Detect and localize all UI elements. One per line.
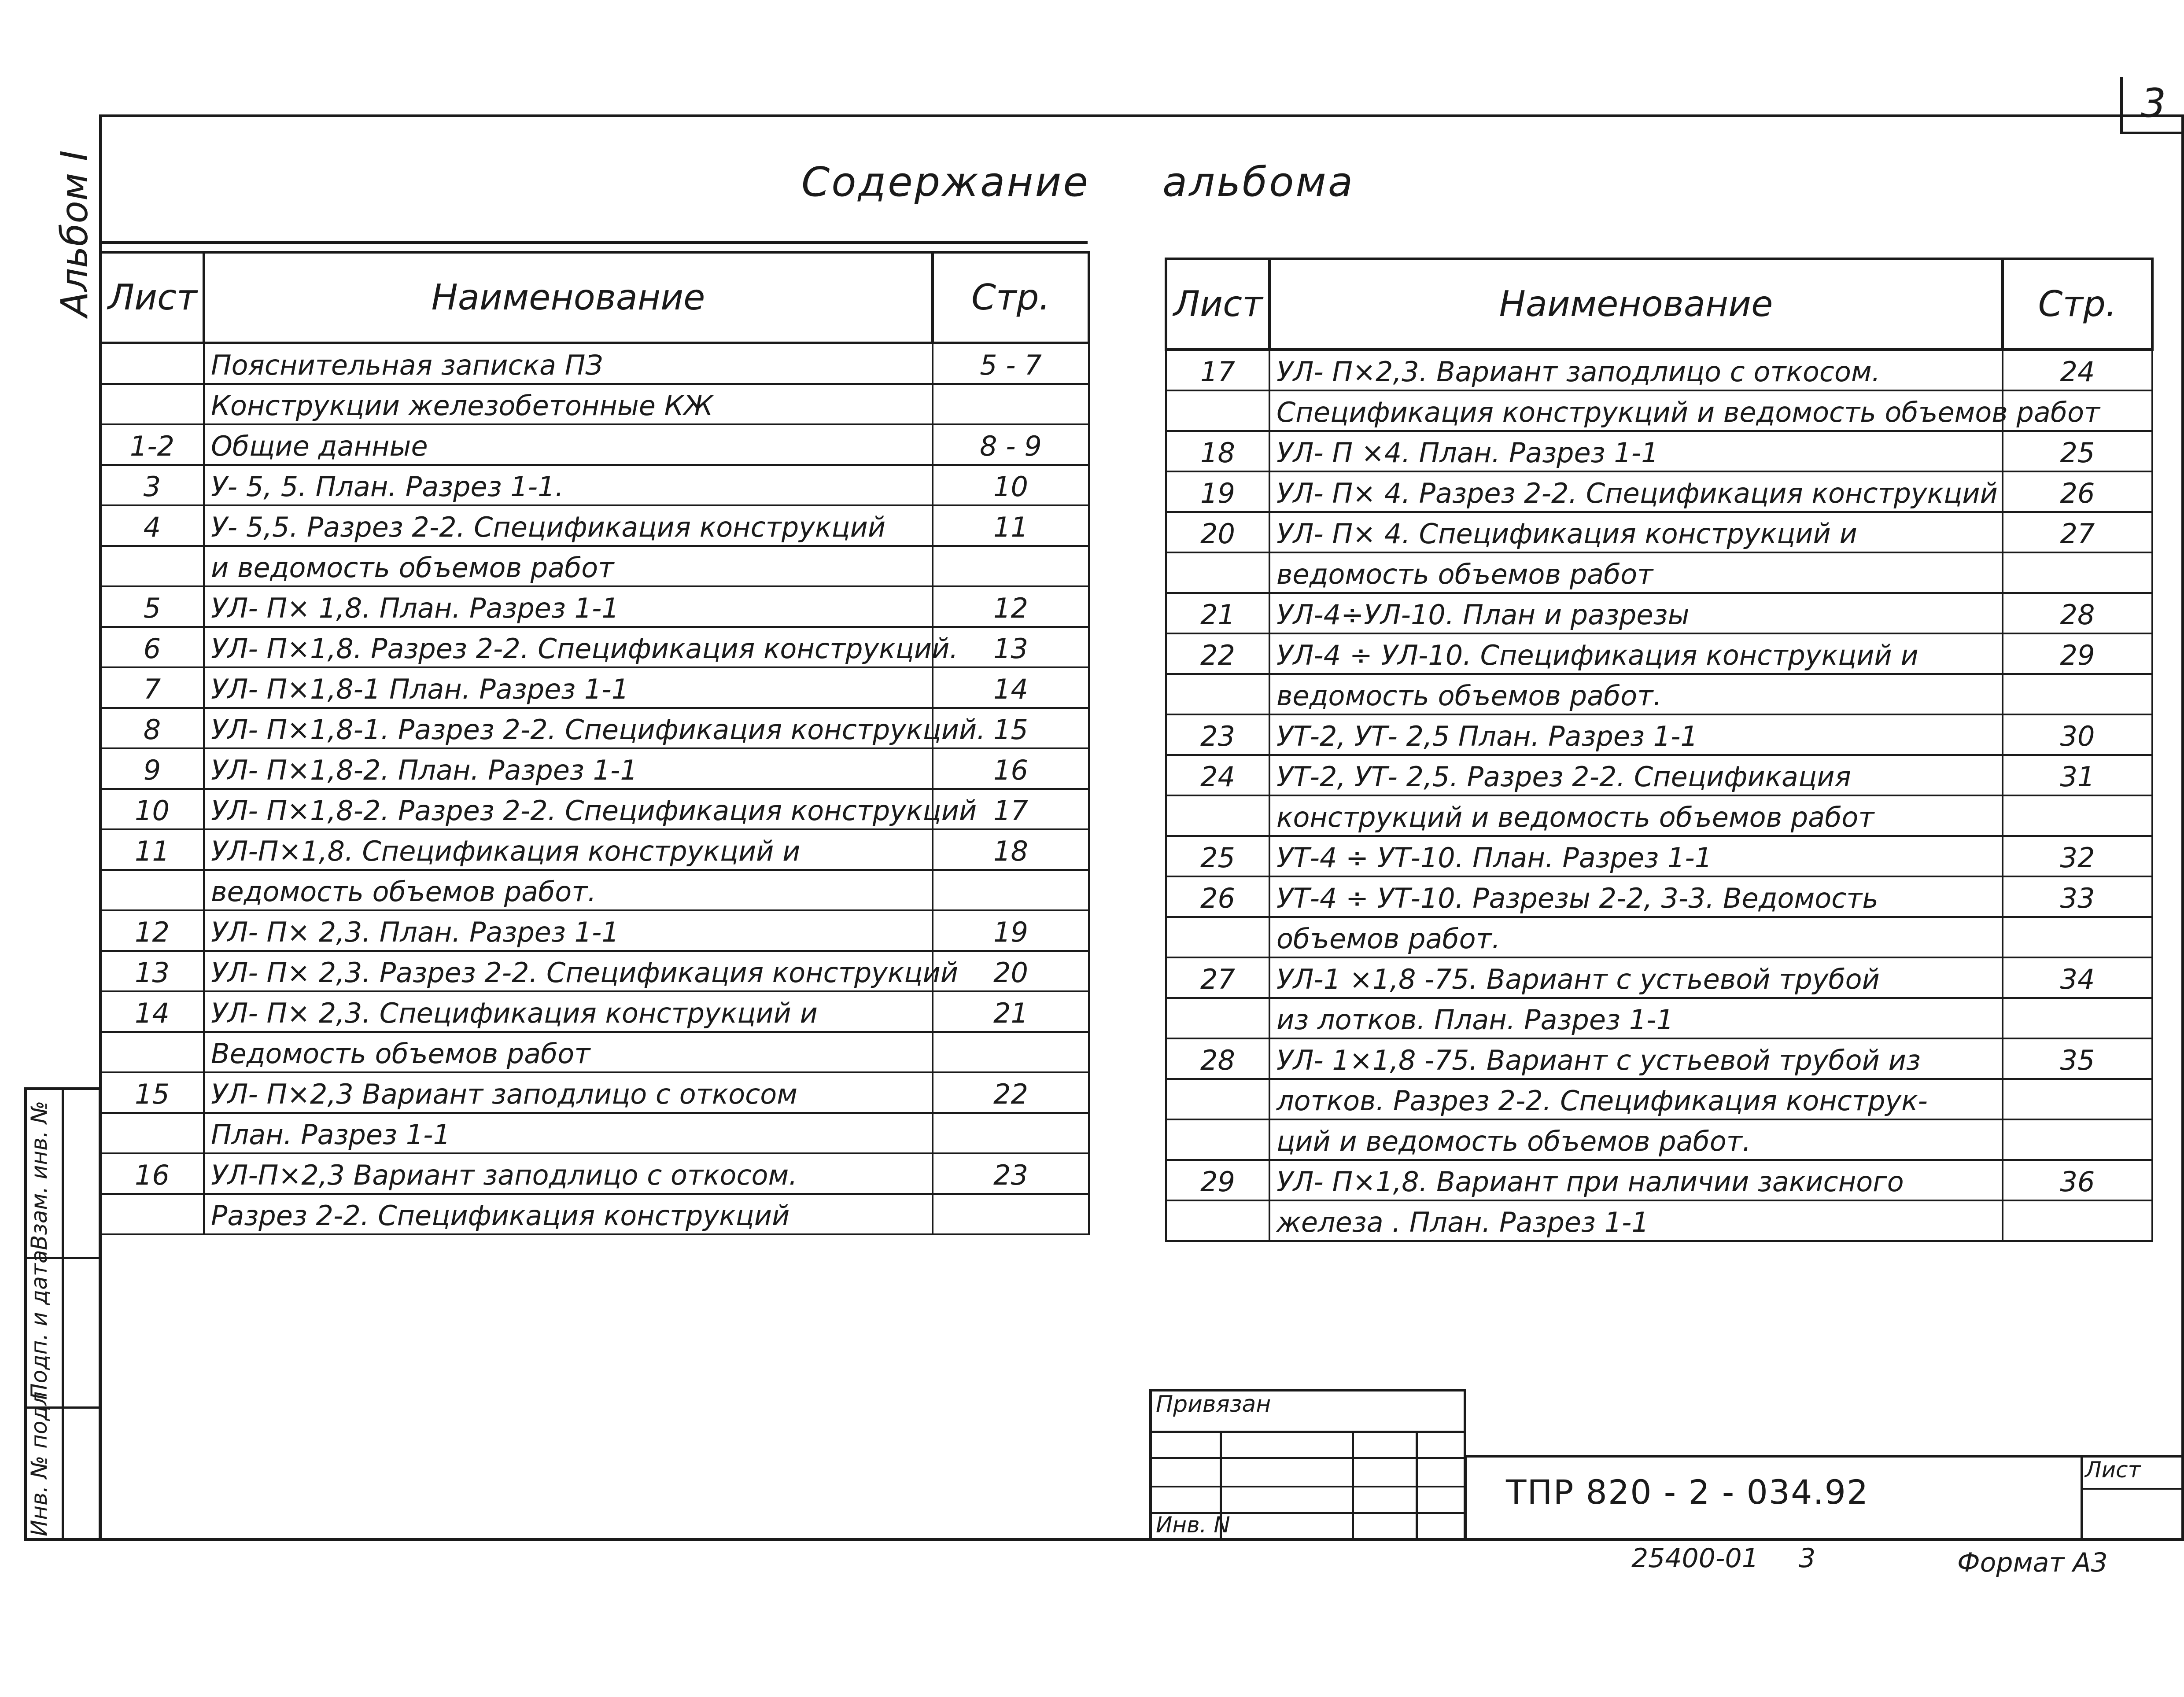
header-page: Стр. [2003, 259, 2152, 350]
row-page: 23 [933, 1153, 1089, 1194]
table-row [1166, 593, 2152, 633]
contents-table-right [1165, 258, 2154, 1242]
row-name: УЛ-П×2,3 Вариант заподлицо с откосом. [204, 1153, 933, 1194]
row-page: 24 [2003, 350, 2152, 390]
table-row [100, 627, 1089, 667]
row-page [933, 384, 1089, 424]
side-stamp-inv-podl: Инв. № подл [26, 1391, 52, 1536]
document-code: ТПР 820 - 2 - 034.92 [1506, 1472, 1869, 1512]
table-row [100, 910, 1089, 951]
footer-sheet-number: 3 [1799, 1543, 1816, 1574]
privyazan-line [1149, 1431, 1466, 1433]
row-page [2003, 795, 2152, 836]
row-sheet-number: 6 [100, 627, 204, 667]
table-row [1166, 795, 2152, 836]
row-page [933, 870, 1089, 910]
row-page [933, 1113, 1089, 1153]
row-sheet-number: 9 [100, 748, 204, 789]
row-sheet-number [100, 546, 204, 586]
table-row [100, 667, 1089, 708]
row-name: УЛ- П× 1,8. План. Разрез 1-1 [204, 586, 933, 627]
table-row [100, 870, 1089, 910]
row-name: из лотков. План. Разрез 1-1 [1269, 998, 2003, 1038]
title-part2: альбома [1162, 158, 1355, 206]
table-header-row [1166, 259, 2152, 350]
row-sheet-number: 25 [1166, 836, 1269, 876]
row-page: 35 [2003, 1038, 2152, 1079]
row-name: У- 5,5. Разрез 2-2. Спецификация конструкций [204, 505, 933, 546]
row-page: 34 [2003, 957, 2152, 998]
row-sheet-number [1166, 998, 1269, 1038]
row-name: УТ-2, УТ- 2,5 План. Разрез 1-1 [1269, 714, 2003, 755]
row-name: УЛ- П× 2,3. Спецификация конструкций и [204, 991, 933, 1032]
side-stamp-vzam-inv: Взам. инв. № [26, 1101, 52, 1250]
row-sheet-number: 1-2 [100, 424, 204, 465]
table-row [1166, 512, 2152, 552]
table-row [100, 1032, 1089, 1072]
row-page: 20 [933, 951, 1089, 991]
row-name: Разрез 2-2. Спецификация конструкций [204, 1194, 933, 1234]
row-sheet-number [1166, 552, 1269, 593]
row-name: УЛ- П× 4. Спецификация конструкций и [1269, 512, 2003, 552]
table-row [100, 708, 1089, 748]
side-stamp-divider [62, 1087, 64, 1541]
row-sheet-number: 22 [1166, 633, 1269, 674]
table-row [1166, 957, 2152, 998]
title-divider [99, 241, 1088, 244]
table-row [1166, 714, 2152, 755]
row-page: 11 [933, 505, 1089, 546]
table-row [100, 586, 1089, 627]
table-row [100, 546, 1089, 586]
row-page: 25 [2003, 431, 2152, 471]
row-sheet-number: 11 [100, 829, 204, 870]
row-name: УЛ- П×1,8-1 План. Разрез 1-1 [204, 667, 933, 708]
table-row [100, 1072, 1089, 1113]
row-sheet-number [1166, 1079, 1269, 1119]
header-sheet: Лист [1166, 259, 1269, 350]
row-sheet-number: 29 [1166, 1160, 1269, 1200]
row-name: ведомость объемов работ [1269, 552, 2003, 593]
table-row [100, 1113, 1089, 1153]
header-name: Наименование [1269, 259, 2003, 350]
row-sheet-number: 16 [100, 1153, 204, 1194]
table-row [1166, 998, 2152, 1038]
row-name: УЛ- П ×4. План. Разрез 1-1 [1269, 431, 2003, 471]
side-stamp-podp-data: Подп. и дата [26, 1250, 52, 1400]
table-row [1166, 1119, 2152, 1160]
table-header-row [100, 252, 1089, 343]
row-sheet-number [1166, 795, 1269, 836]
row-sheet-number: 5 [100, 586, 204, 627]
row-name: УЛ-П×1,8. Спецификация конструкций и [204, 829, 933, 870]
row-page: 28 [2003, 593, 2152, 633]
row-page: 15 [933, 708, 1089, 748]
row-sheet-number: 26 [1166, 876, 1269, 917]
row-name: УТ-2, УТ- 2,5. Разрез 2-2. Спецификация [1269, 755, 2003, 795]
row-page [933, 1194, 1089, 1234]
row-name: ведомость объемов работ. [204, 870, 933, 910]
row-name: лотков. Разрез 2-2. Спецификация конструк- [1269, 1079, 2003, 1119]
table-row [100, 1153, 1089, 1194]
row-name: ведомость объемов работ. [1269, 674, 2003, 714]
row-name: УЛ- П× 2,3. Разрез 2-2. Спецификация конструкций [204, 951, 933, 991]
row-page: 5 - 7 [933, 343, 1089, 384]
row-page: 29 [2003, 633, 2152, 674]
row-sheet-number [100, 870, 204, 910]
row-sheet-number [100, 1113, 204, 1153]
table-row [1166, 1079, 2152, 1119]
table-row [1166, 917, 2152, 957]
row-name: и ведомость объемов работ [204, 546, 933, 586]
title-part1: Содержание [801, 158, 1090, 206]
row-sheet-number: 23 [1166, 714, 1269, 755]
privyazan-col [1352, 1431, 1354, 1541]
header-sheet: Лист [100, 252, 204, 343]
row-page: 8 - 9 [933, 424, 1089, 465]
row-name: УЛ- П×1,8-2. План. Разрез 1-1 [204, 748, 933, 789]
row-name: УЛ- П× 4. Разрез 2-2. Спецификация конструкций [1269, 471, 2003, 512]
row-name: УЛ- П×1,8. Разрез 2-2. Спецификация конструкций. [204, 627, 933, 667]
row-name: ций и ведомость объемов работ. [1269, 1119, 2003, 1160]
table-row [100, 343, 1089, 384]
table-row [100, 505, 1089, 546]
table-row [1166, 1200, 2152, 1241]
row-sheet-number [100, 384, 204, 424]
row-page: 10 [933, 465, 1089, 505]
table-row [1166, 552, 2152, 593]
row-page: 26 [2003, 471, 2152, 512]
row-name: УЛ- П×2,3. Вариант заподлицо с откосом. [1269, 350, 2003, 390]
row-sheet-number: 13 [100, 951, 204, 991]
sheet-corner-number: 3 [2120, 77, 2184, 134]
row-page [2003, 1079, 2152, 1119]
table-row [1166, 1160, 2152, 1200]
row-name: УЛ- П×1,8-2. Разрез 2-2. Спецификация конструкций [204, 789, 933, 829]
header-name: Наименование [204, 252, 933, 343]
table-row [100, 829, 1089, 870]
row-name: План. Разрез 1-1 [204, 1113, 933, 1153]
row-sheet-number: 8 [100, 708, 204, 748]
privyazan-label: Привязан [1156, 1391, 1271, 1417]
row-sheet-number: 17 [1166, 350, 1269, 390]
row-name: УТ-4 ÷ УТ-10. Разрезы 2-2, 3-3. Ведомость [1269, 876, 2003, 917]
contents-table-left [99, 251, 1090, 1235]
row-page: 30 [2003, 714, 2152, 755]
inv-n-label: Инв. N [1156, 1512, 1230, 1538]
row-page: 17 [933, 789, 1089, 829]
table-row [1166, 431, 2152, 471]
row-page [933, 546, 1089, 586]
row-sheet-number: 15 [100, 1072, 204, 1113]
privyazan-col [1416, 1431, 1418, 1541]
table-row [100, 384, 1089, 424]
row-sheet-number: 28 [1166, 1038, 1269, 1079]
row-page: 16 [933, 748, 1089, 789]
row-page: 19 [933, 910, 1089, 951]
row-name: объемов работ. [1269, 917, 2003, 957]
row-page: 13 [933, 627, 1089, 667]
row-page [2003, 552, 2152, 593]
row-sheet-number: 4 [100, 505, 204, 546]
table-row [1166, 876, 2152, 917]
row-name: Спецификация конструкций и ведомость объемов работ [1269, 390, 2003, 431]
header-page: Стр. [933, 252, 1089, 343]
order-code: 25400-01 [1631, 1543, 1759, 1574]
row-name: железа . План. Разрез 1-1 [1269, 1200, 2003, 1241]
row-name: УЛ- 1×1,8 -75. Вариант с устьевой трубой из [1269, 1038, 2003, 1079]
row-sheet-number: 14 [100, 991, 204, 1032]
row-sheet-number: 20 [1166, 512, 1269, 552]
row-page: 27 [2003, 512, 2152, 552]
row-page [2003, 1119, 2152, 1160]
row-name: УЛ- П×2,3 Вариант заподлицо с откосом [204, 1072, 933, 1113]
row-sheet-number: 19 [1166, 471, 1269, 512]
table-row [100, 1194, 1089, 1234]
table-row [1166, 633, 2152, 674]
row-sheet-number [100, 1032, 204, 1072]
row-name: Ведомость объемов работ [204, 1032, 933, 1072]
row-name: УТ-4 ÷ УТ-10. План. Разрез 1-1 [1269, 836, 2003, 876]
row-page [2003, 917, 2152, 957]
row-page [2003, 674, 2152, 714]
table-row [100, 991, 1089, 1032]
row-sheet-number [1166, 674, 1269, 714]
row-name: УЛ-4 ÷ УЛ-10. Спецификация конструкций и [1269, 633, 2003, 674]
table-row [100, 951, 1089, 991]
table-row [1166, 350, 2152, 390]
title-block-divider [2081, 1488, 2184, 1490]
row-sheet-number: 3 [100, 465, 204, 505]
row-name: У- 5, 5. План. Разрез 1-1. [204, 465, 933, 505]
row-name: конструкций и ведомость объемов работ [1269, 795, 2003, 836]
row-page [2003, 998, 2152, 1038]
row-name: УЛ-1 ×1,8 -75. Вариант с устьевой трубой [1269, 957, 2003, 998]
row-name: УЛ- П×1,8. Вариант при наличии закисного [1269, 1160, 2003, 1200]
table-row [1166, 836, 2152, 876]
row-sheet-number [1166, 390, 1269, 431]
privyazan-line [1149, 1457, 1466, 1459]
row-name: Конструкции железобетонные КЖ [204, 384, 933, 424]
row-sheet-number [100, 343, 204, 384]
row-sheet-number: 21 [1166, 593, 1269, 633]
album-label: Альбом I [53, 150, 96, 317]
row-name: Пояснительная записка ПЗ [204, 343, 933, 384]
row-name: УЛ- П×1,8-1. Разрез 2-2. Спецификация конструкций. [204, 708, 933, 748]
row-sheet-number: 18 [1166, 431, 1269, 471]
row-page: 22 [933, 1072, 1089, 1113]
format-label: Формат А3 [1957, 1547, 2108, 1578]
row-sheet-number [1166, 917, 1269, 957]
table-row [1166, 674, 2152, 714]
table-row [1166, 1038, 2152, 1079]
table-row [1166, 390, 2152, 431]
row-page: 12 [933, 586, 1089, 627]
row-name: Общие данные [204, 424, 933, 465]
row-page: 36 [2003, 1160, 2152, 1200]
privyazan-line [1149, 1486, 1466, 1487]
row-page: 32 [2003, 836, 2152, 876]
row-sheet-number: 7 [100, 667, 204, 708]
title-block-divider [2081, 1455, 2083, 1541]
row-name: УЛ- П× 2,3. План. Разрез 1-1 [204, 910, 933, 951]
row-page [2003, 1200, 2152, 1241]
row-sheet-number: 12 [100, 910, 204, 951]
row-page: 33 [2003, 876, 2152, 917]
row-page: 18 [933, 829, 1089, 870]
row-name: УЛ-4÷УЛ-10. План и разрезы [1269, 593, 2003, 633]
table-row [1166, 755, 2152, 795]
row-sheet-number: 27 [1166, 957, 1269, 998]
row-sheet-number: 10 [100, 789, 204, 829]
row-sheet-number: 24 [1166, 755, 1269, 795]
table-row [100, 789, 1089, 829]
list-label: Лист [2085, 1457, 2141, 1483]
row-sheet-number [1166, 1119, 1269, 1160]
row-sheet-number [100, 1194, 204, 1234]
row-page [933, 1032, 1089, 1072]
row-page: 14 [933, 667, 1089, 708]
row-page: 21 [933, 991, 1089, 1032]
row-page: 31 [2003, 755, 2152, 795]
row-sheet-number [1166, 1200, 1269, 1241]
table-row [1166, 471, 2152, 512]
table-row [100, 424, 1089, 465]
table-row [100, 465, 1089, 505]
table-row [100, 748, 1089, 789]
